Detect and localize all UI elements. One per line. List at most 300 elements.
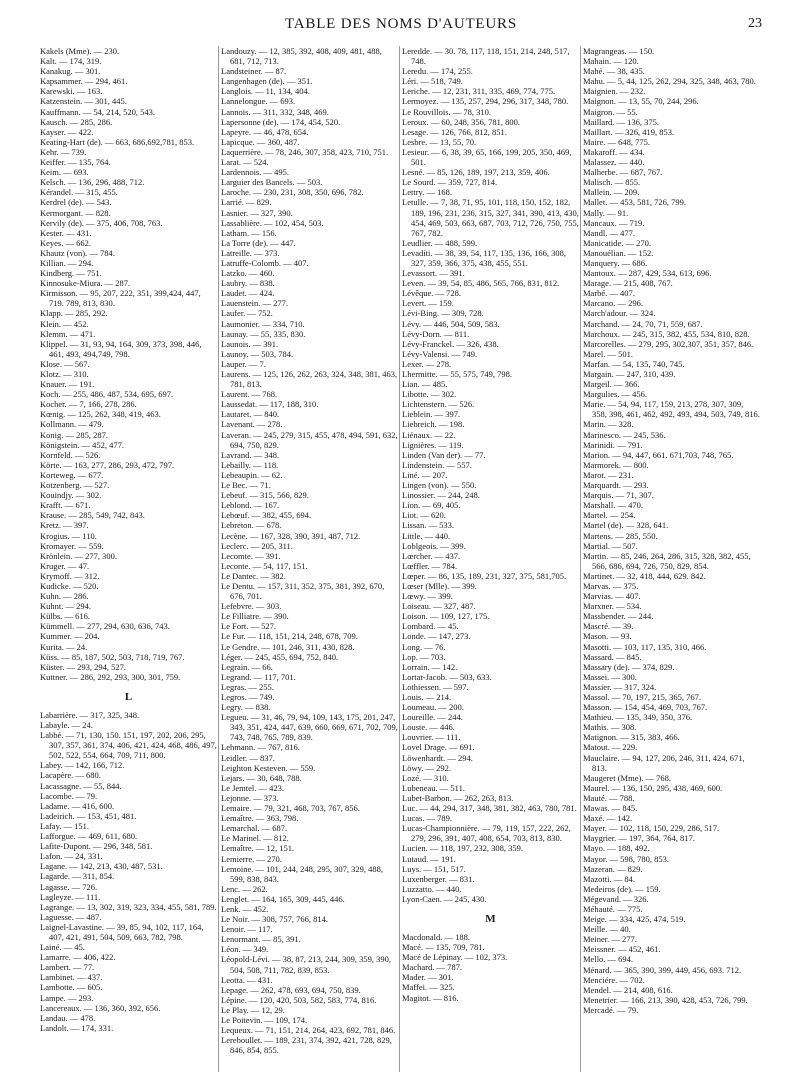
index-entry: Lacombe. — 79.: [40, 790, 98, 801]
index-entry: Löwenhardt. — 294.: [402, 752, 473, 763]
index-entry: Ménard. — 365, 390, 399, 449, 456, 693. 712.: [583, 964, 742, 975]
page-number: 23: [748, 16, 762, 31]
index-entry: Laroche. — 230, 231, 308, 350, 696, 782.: [221, 187, 364, 198]
index-entry: Mancaux. — 719.: [583, 217, 645, 228]
index-entry: Ladeirich. — 153, 451, 481.: [40, 810, 137, 821]
index-entry: Lecène. — 167, 328, 390, 391, 487, 712.: [221, 530, 361, 541]
index-entry: Leotta. — 431.: [221, 974, 273, 985]
index-entry: Lyon-Caen. — 245, 430.: [402, 893, 487, 904]
index-entry: Luxenberger. — 831.: [402, 873, 475, 884]
index-entry: Lebailly. — 118.: [221, 459, 279, 470]
index-entry: Macé. — 135, 709, 781.: [402, 942, 485, 953]
index-entry: Laumonier. — 334, 710.: [221, 318, 305, 329]
index-entry: Lesné. — 85, 126, 189, 197, 213, 359, 406.: [402, 167, 550, 178]
index-entry: Leudlier. — 488, 599.: [402, 237, 478, 248]
index-entry: Lagane. — 142, 213, 430, 487, 531.: [40, 861, 163, 872]
index-entry: Lovel Drage. — 691.: [402, 742, 475, 753]
index-entry: Mason. — 93.: [583, 631, 632, 642]
index-entry: Lafforgue. — 469, 611, 680.: [40, 831, 138, 842]
index-entry: Libotte. — 302.: [402, 389, 457, 400]
index-entry: Lucas. — 789.: [402, 813, 453, 824]
index-entry: Mawas. — 845.: [583, 803, 638, 814]
index-entry: Malassez. — 440.: [583, 157, 645, 168]
index-entry: Lenormant. — 85, 391.: [221, 934, 301, 945]
index-entry: Lannelongue. — 693.: [221, 96, 296, 107]
index-entry: Lacassagne. — 55, 844.: [40, 780, 122, 791]
index-entry: Mello. — 694.: [583, 954, 634, 965]
index-entry: Meissner. — 452, 461.: [583, 944, 661, 955]
index-entry: Kromayer. — 559.: [40, 540, 104, 551]
index-entry: Londe. — 147, 273.: [402, 631, 471, 642]
index-entry: Lebreton. — 678.: [221, 520, 282, 531]
index-entry: Leroux. — 60, 248, 356, 781, 800.: [402, 116, 521, 127]
index-entry: Lœffler. — 784.: [402, 560, 458, 571]
index-entry: Lemierre. — 270.: [221, 853, 282, 864]
index-entry: Lancereaux. — 136, 360, 392, 656.: [40, 1002, 161, 1013]
index-entry: Lubeneau. — 511.: [402, 782, 465, 793]
index-entry: Lapersonne (de). — 174, 454, 520.: [221, 116, 341, 127]
index-entry: Little. — 440.: [402, 530, 451, 541]
index-column-1: [40, 46, 217, 1076]
index-entry: Lefebvre. — 303.: [221, 601, 282, 612]
index-entry: Lavrand. — 348.: [221, 449, 280, 460]
index-entry: Le Poitevin. — 109, 174.: [221, 1015, 308, 1025]
index-entry: Lenc. — 262.: [221, 883, 268, 894]
index-entry: Lecomte. — 391.: [221, 550, 281, 561]
index-entry: Kervily (de). — 375, 406, 708, 763.: [40, 217, 163, 228]
index-entry: Löwy. — 292.: [402, 762, 452, 773]
index-column-2: [221, 46, 398, 1076]
index-entry: Kocher. — 7, 166, 278, 286.: [40, 399, 137, 410]
index-entry: Kollmann. — 479.: [40, 419, 104, 430]
index-entry: Marage. — 215, 408, 767.: [583, 278, 673, 289]
index-entry: Malherbe. — 687, 767.: [583, 167, 663, 178]
index-entry: Lagrange. — 13, 302, 319, 323, 334, 455, 581, 789.: [40, 901, 217, 912]
index-entry: Liebreich. — 198.: [402, 419, 465, 430]
index-entry: Keiffer. — 135, 764.: [40, 157, 111, 168]
index-entry: Lambotte. — 605.: [40, 982, 103, 993]
index-entry: Küster. — 293, 294, 527.: [40, 661, 126, 672]
index-entry: Lœser (Mlle). — 399.: [402, 580, 477, 591]
index-entry: Lucas-Championnière. — 79, 119, 157, 222, 262, 279, 296, 391, 407, 408, 654, 703, 813, 830.: [402, 823, 571, 844]
index-entry: Lindenstein. — 557.: [402, 459, 472, 470]
index-entry: Lesieur. — 6, 38, 39, 65, 166, 199, 205, 350, 469, 501.: [402, 146, 572, 168]
index-entry: Mallein. — 209.: [583, 187, 640, 198]
index-entry: Massbender. — 244.: [583, 611, 654, 622]
index-entry: Maigron. — 55.: [583, 106, 638, 117]
index-entry: Mascré. — 39.: [583, 621, 634, 632]
index-entry: Léri. — 518, 749.: [402, 76, 463, 87]
index-entry: Legros. — 749.: [221, 692, 275, 702]
index-entry: Mauté. — 788.: [583, 792, 635, 803]
index-entry: Larrié. — 829.: [221, 197, 272, 208]
index-entry: Kotzenberg. — 527.: [40, 480, 110, 491]
index-entry: Keating-Hart (de). — 663, 686,692,781, 853.: [40, 136, 195, 147]
index-entry: Kindberg. — 751.: [40, 268, 102, 279]
index-entry: Lichtenstern. — 526.: [402, 399, 475, 410]
index-entry: Loiseau. — 327, 487.: [402, 601, 476, 612]
index-entry: Maffei. — 325.: [402, 982, 455, 993]
index-entry: Lafite-Dupont. — 296, 348, 581.: [40, 841, 153, 852]
index-entry: Le Dentu. — 157, 311, 352, 375, 381, 392, 670, 676, 701.: [221, 580, 385, 602]
index-entry: Menciére. — 702.: [583, 974, 645, 985]
index-entry: Meige. — 334, 425, 474, 519.: [583, 914, 686, 925]
index-entry: Kerdrel (de). — 543.: [40, 197, 112, 208]
index-entry: Kurita. — 24.: [40, 641, 88, 652]
index-entry: Krogius. — 110.: [40, 530, 97, 541]
index-entry: Lévy-Franckel. — 326, 438.: [402, 338, 499, 349]
index-entry: Lambinet. — 437.: [40, 972, 103, 983]
index-entry: Karewski. — 163.: [40, 86, 103, 97]
index-entry: Lavenant. — 278.: [221, 419, 283, 430]
index-entry: Legrain. — 66.: [221, 661, 273, 672]
index-entry: Maugeret (Mme). — 768.: [583, 772, 672, 783]
index-entry: Masson. — 154, 454, 469, 703, 767.: [583, 702, 708, 713]
index-entry: Kouindjy. — 302.: [40, 490, 102, 501]
index-entry: Labey. — 142, 166, 712.: [40, 760, 125, 771]
index-entry: Launoy. — 503, 784.: [221, 348, 294, 359]
column-divider: [218, 46, 219, 1072]
index-entry: Labarrière. — 317, 325, 348.: [40, 709, 140, 720]
page-header: [40, 16, 762, 38]
index-entry: Kretz. — 397.: [40, 520, 89, 531]
index-entry: Leclerc. — 205, 311.: [221, 540, 293, 551]
index-entry: Korteweg. — 677.: [40, 469, 104, 480]
index-entry: Magrangeas. — 150.: [583, 46, 655, 56]
index-entry: Marin. — 328.: [583, 419, 634, 430]
index-entry: Levassort. — 391.: [402, 268, 465, 279]
index-entry: Kinnosuke-Miura. — 287.: [40, 278, 131, 289]
index-entry: Marot. — 231.: [583, 469, 634, 480]
index-entry: Lian. — 485.: [402, 379, 448, 390]
index-entry: Lemoine. — 101, 244, 248, 295, 307, 329, 488, 599, 838, 843.: [221, 863, 383, 884]
index-entry: Lamarre. — 406, 422.: [40, 952, 116, 963]
index-entry: Kuttner. — 286, 292, 293, 300, 301, 759.: [40, 671, 181, 682]
index-entry: Louvrier. — 111.: [402, 732, 461, 743]
index-entry: Lortat-Jacob. — 503, 633.: [402, 671, 492, 682]
index-entry: Lejars. — 30, 648, 788.: [221, 772, 302, 783]
index-entry: Leriche. — 12, 231, 311, 335, 469, 774, 775.: [402, 86, 556, 97]
index-entry: Lasnier. — 327, 390.: [221, 207, 293, 218]
index-column-3: [402, 46, 579, 1076]
index-entry: Langlois. — 11, 134, 404.: [221, 86, 310, 97]
index-entry: Lebeuf. — 315, 566, 829.: [221, 490, 309, 501]
index-entry: Lagleyze. — 111.: [40, 891, 101, 902]
index-entry: Launay. — 55, 335, 830.: [221, 328, 306, 339]
index-entry: Laufer. — 752.: [221, 308, 273, 319]
index-entry: Marie. — 54, 94, 117, 159, 213, 278, 307, 309, 358, 398, 461, 462, 492, 493, 494, 503, 749, 816.: [583, 399, 760, 420]
index-entry: Martens. — 285, 550.: [583, 530, 658, 541]
index-entry: Margain. — 247, 310, 439.: [583, 369, 676, 379]
index-entry: Mendel. — 214, 408, 616.: [583, 984, 673, 995]
index-entry: La Torre (de). — 447.: [221, 237, 296, 248]
index-entry: Loison. — 109, 127, 175.: [402, 611, 490, 622]
index-entry: Lehmann. — 767, 816.: [221, 742, 300, 753]
index-entry: Kakels (Mme). — 230.: [40, 46, 120, 56]
index-entry: Masotti. — 103, 117, 135, 310, 466.: [583, 641, 707, 652]
index-entry: Latham. — 156.: [221, 227, 277, 238]
index-entry: Königstein. — 452, 477.: [40, 439, 125, 450]
index-entry: Luys. — 151, 517.: [402, 863, 466, 874]
index-entry: Le Gendre. — 101, 246, 311, 430, 828.: [221, 641, 355, 652]
index-entry: Lejonne. — 373.: [221, 792, 279, 803]
section-letter: L: [124, 690, 133, 703]
index-entry: Louste. — 446.: [402, 722, 455, 733]
index-entry: Macdonald. — 188.: [402, 931, 470, 942]
index-entry: Linossier. — 244, 248.: [402, 490, 480, 501]
index-entry: Leblond. — 167.: [221, 500, 280, 511]
index-entry: Mandl. — 477.: [583, 227, 635, 238]
index-entry: Klose. — 567.: [40, 358, 90, 369]
index-entry: Makaroff. — 434.: [583, 146, 645, 157]
index-entry: Legueu. — 31, 46, 79, 94, 109, 143, 175, 201, 247, 343, 351, 424, 447, 639, 660, 669, 671, 702, 709, 743, 748, 765, 789, 839.: [221, 712, 398, 743]
index-entry: Marmorek. — 800.: [583, 459, 649, 470]
index-entry: Lagarde. — 311, 854.: [40, 871, 115, 882]
index-entry: Latzko. — 460.: [221, 268, 275, 279]
index-entry: Louis. — 214.: [402, 692, 452, 702]
index-entry: Launois. — 391.: [221, 338, 279, 349]
index-entry: Lœper. — 86, 135, 189, 231, 327, 375, 581,705.: [402, 570, 567, 581]
index-entry: Kérandel. — 315, 455.: [40, 187, 118, 198]
index-entry: Legrand. — 117, 701.: [221, 671, 296, 682]
index-entry: Killian. — 294.: [40, 257, 94, 268]
index-entry: Kayser. — 422.: [40, 126, 94, 137]
index-entry: Larguier des Bancels. — 503.: [221, 177, 323, 188]
index-entry: Letulle. — 7, 38, 71, 95, 101, 118, 150, 152, 182, 189, 196, 231, 236, 315, 327, 341, 390, 413, 430, 454, 469, 503, 663, 687, 703, 712, 726, 750, 755, 767, 782.: [402, 197, 579, 238]
index-entry: Lermoyez. — 135, 257, 294, 296, 317, 348, 780.: [402, 96, 569, 107]
index-entry: Loureille. — 244.: [402, 712, 463, 723]
index-entry: Lequeux. — 71, 151, 214, 264, 423, 692, 781, 846.: [221, 1025, 396, 1036]
index-entry: Lassablière. — 102, 454, 503.: [221, 217, 324, 228]
index-entry: Lenk. — 452.: [221, 903, 269, 914]
index-entry: Laquerrière. — 78, 246, 307, 358, 423, 710, 751.: [221, 146, 389, 157]
index-entry: Leconte. — 54, 117, 151.: [221, 560, 308, 571]
index-entry: Kapsammer. — 294, 461.: [40, 76, 128, 87]
index-entry: Lévy-Dorn. — 811.: [402, 328, 470, 339]
index-entry: Lardennois. — 495.: [221, 167, 289, 178]
index-entry: Menetrier. — 166, 213, 390, 428, 453, 726, 799.: [583, 994, 748, 1005]
index-entry: Labayle. — 24.: [40, 720, 93, 730]
index-entry: Kuhnt. — 294.: [40, 601, 91, 612]
index-entry: Lainé. — 45.: [40, 942, 85, 953]
index-entry: Lebeaupin. — 62.: [221, 469, 283, 480]
index-entry: Massier. — 317, 324.: [583, 681, 657, 692]
index-entry: Lion. — 69, 405.: [402, 500, 461, 511]
index-entry: Le Sourd. — 359, 727, 814.: [402, 177, 498, 188]
index-entry: Kruger. — 47.: [40, 560, 90, 571]
index-entry: Le Jemtel. — 423.: [221, 782, 285, 793]
index-entry: Körte. — 163, 277, 286, 293, 472, 797.: [40, 459, 175, 470]
index-entry: Kümmell. — 277, 294, 630, 636, 743.: [40, 621, 170, 632]
index-entry: Mazotti. — 84.: [583, 873, 635, 884]
index-entry: Lozé. — 310.: [402, 772, 449, 783]
index-entry: Lieblein. — 397.: [402, 409, 461, 420]
index-entry: Marxner. — 534.: [583, 601, 642, 612]
index-entry: Loumeau. — 200.: [402, 702, 464, 713]
index-entry: Laudet. — 424.: [221, 288, 275, 299]
index-entry: Lannois. — 311, 332, 348, 469.: [221, 106, 329, 117]
index-entry: Kermorgant. — 828.: [40, 207, 111, 218]
index-entry: Maillart. — 326, 419, 853.: [583, 126, 675, 137]
index-entry: Luc. — 44, 294, 317, 348, 381, 382, 463, 780, 781.: [402, 803, 577, 814]
index-entry: Ladame. — 416, 600.: [40, 800, 115, 811]
index-entry: Marcano. — 296.: [583, 298, 643, 309]
index-entry: Lépine. — 120, 420, 503, 582, 583, 774, 816.: [221, 994, 377, 1005]
index-entry: Le Play. — 12, 29.: [221, 1004, 285, 1015]
index-entry: Medeiros (de). — 159.: [583, 883, 661, 894]
index-entry: Meiner. — 277.: [583, 934, 637, 945]
index-entry: Labbé. — 71, 130, 150. 151, 197, 202, 206, 295, 307, 357, 361, 374, 406, 421, 424, 468, 486, 497, 502, 522, 554, 664, 709, 711, 800.: [40, 730, 217, 761]
index-entry: Leven. — 39, 54, 85, 486, 565, 766, 831, 812.: [402, 278, 560, 289]
index-entry: Konig. — 285, 287.: [40, 429, 108, 440]
index-entry: Lœwy. — 399.: [402, 591, 453, 602]
index-entry: Langenhagen (de). — 351.: [221, 76, 313, 87]
index-entry: Laurent. — 768.: [221, 389, 278, 400]
index-entry: Meille. — 40.: [583, 924, 631, 935]
index-entry: Lauper. — 7.: [221, 358, 266, 369]
index-entry: Khautz (von). — 784.: [40, 247, 115, 258]
index-entry: Lemaître. — 12, 151.: [221, 843, 295, 854]
index-entry: Manicatide. — 270.: [583, 237, 651, 248]
index-entry: Lambert. — 77.: [40, 962, 95, 973]
index-entry: Mantoux. — 287, 429, 534, 613, 696.: [583, 268, 712, 279]
index-entry: Levert. — 159.: [402, 298, 454, 309]
index-entry: Lesage. — 126, 766, 812, 851.: [402, 126, 507, 137]
index-entry: Mathis. — 308.: [583, 722, 637, 733]
index-column-4: [583, 46, 760, 1076]
index-entry: Koch. — 255, 486, 487, 534, 695, 697.: [40, 389, 174, 400]
index-columns: [40, 46, 762, 1076]
index-entry: Lacapère. — 680.: [40, 770, 101, 781]
index-entry: Lemarchal. — 687.: [221, 823, 288, 834]
index-entry: Lœrcher. — 437.: [402, 550, 461, 561]
index-entry: Léger. — 245, 455, 694, 752, 840.: [221, 651, 339, 662]
index-entry: Laussedat. — 117, 188, 310.: [221, 399, 319, 410]
index-entry: Lorrain. — 142.: [402, 661, 458, 672]
index-entry: Machard. — 787.: [402, 962, 462, 973]
index-entry: Latreille. — 373.: [221, 247, 280, 258]
index-entry: Mathieu. — 135, 349, 350, 376.: [583, 712, 693, 723]
index-entry: Martial. — 507.: [583, 540, 638, 551]
index-entry: Marquardt. — 293.: [583, 480, 649, 491]
index-entry: Lemaire. — 79, 321, 468, 703, 767, 856.: [221, 803, 360, 814]
index-entry: Leighton Kesteven. — 559.: [221, 762, 316, 773]
index-entry: Lampe. — 293.: [40, 992, 94, 1003]
index-entry: Lhermitte. — 55, 575, 749, 798.: [402, 369, 513, 379]
index-entry: Marshall. — 470.: [583, 500, 643, 511]
index-entry: Matignon. — 315, 383, 466.: [583, 732, 680, 743]
column-divider: [399, 46, 400, 1072]
index-entry: Martel (de). — 328, 641.: [583, 520, 669, 531]
section-letter: M: [485, 912, 496, 925]
index-entry: Maillard. — 136, 375.: [583, 116, 660, 127]
index-entry: Lombard. — 45.: [402, 621, 459, 632]
index-entry: Knauer. — 191.: [40, 379, 95, 390]
index-entry: Massard. — 845.: [583, 651, 642, 662]
index-entry: Loblgeois. — 399.: [402, 540, 466, 551]
index-entry: Mahain. — 120.: [583, 56, 639, 67]
index-entry: Kausch. — 285, 286.: [40, 116, 113, 127]
index-entry: Lévêque. — 728.: [402, 288, 462, 299]
index-entry: Massol. — 70, 197, 215, 365, 767.: [583, 692, 702, 702]
index-entry: Lemaître. — 363, 798.: [221, 813, 299, 824]
index-entry: Le Noir. — 308, 757, 766, 814.: [221, 914, 328, 925]
index-entry: Lapicque. — 360, 487.: [221, 136, 300, 147]
index-entry: Krause. — 285, 549, 742, 843.: [40, 510, 145, 521]
index-entry: Mauclaire. — 94, 127, 206, 246, 311, 424, 671, 813.: [583, 752, 745, 773]
index-entry: Le Bec. — 71.: [221, 480, 271, 491]
index-entry: Lenglet. — 164, 165, 309, 445, 446.: [221, 893, 345, 904]
index-entry: Marchoux. — 245, 315, 382, 455, 534, 810, 828.: [583, 328, 750, 339]
index-entry: Massei. — 300.: [583, 671, 637, 682]
index-entry: Liot. — 620.: [402, 510, 446, 521]
index-entry: Mayo. — 188, 492.: [583, 843, 650, 854]
index-entry: Kalt. — 174, 319.: [40, 56, 102, 67]
index-entry: Léopold-Lévi. — 38, 87, 213, 244, 309, 359, 390, 504, 508, 711, 782, 839, 853.: [221, 954, 391, 975]
index-entry: Kummer. — 204.: [40, 631, 100, 642]
index-entry: Laguesse. — 487.: [40, 911, 102, 922]
index-entry: Krönlein. — 277, 300.: [40, 550, 117, 561]
index-entry: Kehr. — 739.: [40, 146, 87, 157]
index-entry: Maignien. — 232.: [583, 86, 646, 97]
index-entry: Lafon. — 24, 331.: [40, 851, 103, 862]
index-entry: Laurens. — 125, 126, 262, 263, 324, 348, 381, 463, 781, 813.: [221, 369, 398, 390]
index-entry: Kelsch. — 136, 296, 488, 712.: [40, 177, 145, 188]
index-entry: Legry. — 838.: [221, 702, 271, 713]
index-entry: Marel. — 501.: [583, 348, 634, 359]
index-entry: Lautaret. — 840.: [221, 409, 280, 420]
index-entry: Kornfeld. — 526.: [40, 449, 101, 460]
index-entry: Legras. — 255.: [221, 681, 274, 692]
index-entry: Luzzatto. — 440.: [402, 883, 462, 894]
index-entry: Kauffmann. — 54, 214, 520, 543.: [40, 106, 156, 117]
index-entry: Massary (de). — 374, 829.: [583, 661, 675, 672]
index-entry: Liénaux. — 22.: [402, 429, 456, 440]
index-entry: Lettry. — 168.: [402, 187, 452, 198]
index-entry: Lexer. — 278.: [402, 358, 452, 369]
index-entry: Marinidi. — 791.: [583, 439, 643, 450]
index-entry: Mayor. — 598, 780, 853.: [583, 853, 669, 864]
index-entry: Landolt. — 174, 331.: [40, 1022, 114, 1033]
index-entry: Levaditi. — 38, 39, 54, 117, 135, 136, 166, 308, 327, 359, 366, 375, 438, 455, 551.: [402, 247, 567, 268]
index-entry: Marquis. — 71, 307.: [583, 490, 654, 501]
index-entry: Marfan. — 54, 135, 740, 745.: [583, 358, 685, 369]
index-entry: Marchand. — 24, 70, 71, 559, 687.: [583, 318, 703, 329]
index-entry: Mader. — 301.: [402, 972, 454, 983]
index-entry: Latruffe-Colomb. — 407.: [221, 257, 309, 268]
index-entry: Le Filliatre. — 390.: [221, 611, 289, 622]
index-entry: Mahé. — 38, 435.: [583, 66, 645, 77]
index-entry: Klein. — 452.: [40, 318, 89, 329]
index-entry: Margulies. — 456.: [583, 389, 648, 400]
index-entry: Lubet-Barbon. — 262, 263, 813.: [402, 792, 514, 803]
index-entry: Mahu. — 5, 44, 125, 262, 294, 325, 348, 463, 780.: [583, 76, 756, 87]
index-entry: Linden (Van der). — 77.: [402, 449, 486, 460]
index-entry: Lesbre. — 13, 55, 70.: [402, 136, 477, 147]
index-entry: Lingen (von). — 550.: [402, 480, 477, 491]
index-entry: Matout. — 229.: [583, 742, 638, 753]
index-entry: Leredu. — 174, 255.: [402, 66, 473, 77]
index-entry: March'adour. — 324.: [583, 308, 656, 319]
index-entry: Marinesco. — 245, 536.: [583, 429, 666, 440]
index-entry: Lepage. — 262, 478, 693, 694, 750, 839.: [221, 984, 361, 995]
index-entry: Martin. — 85, 246, 264, 286, 315, 328, 382, 455, 566, 686, 694, 726, 750, 829, 854.: [583, 550, 751, 571]
index-entry: Mallet. — 453, 581, 726, 799.: [583, 197, 686, 208]
index-entry: Mercadé. — 79.: [583, 1004, 639, 1015]
index-entry: Mazeran. — 829.: [583, 863, 643, 874]
index-entry: Klapp. — 285, 292.: [40, 308, 108, 319]
index-entry: Maignon. — 13, 55, 70, 244, 296.: [583, 96, 699, 107]
